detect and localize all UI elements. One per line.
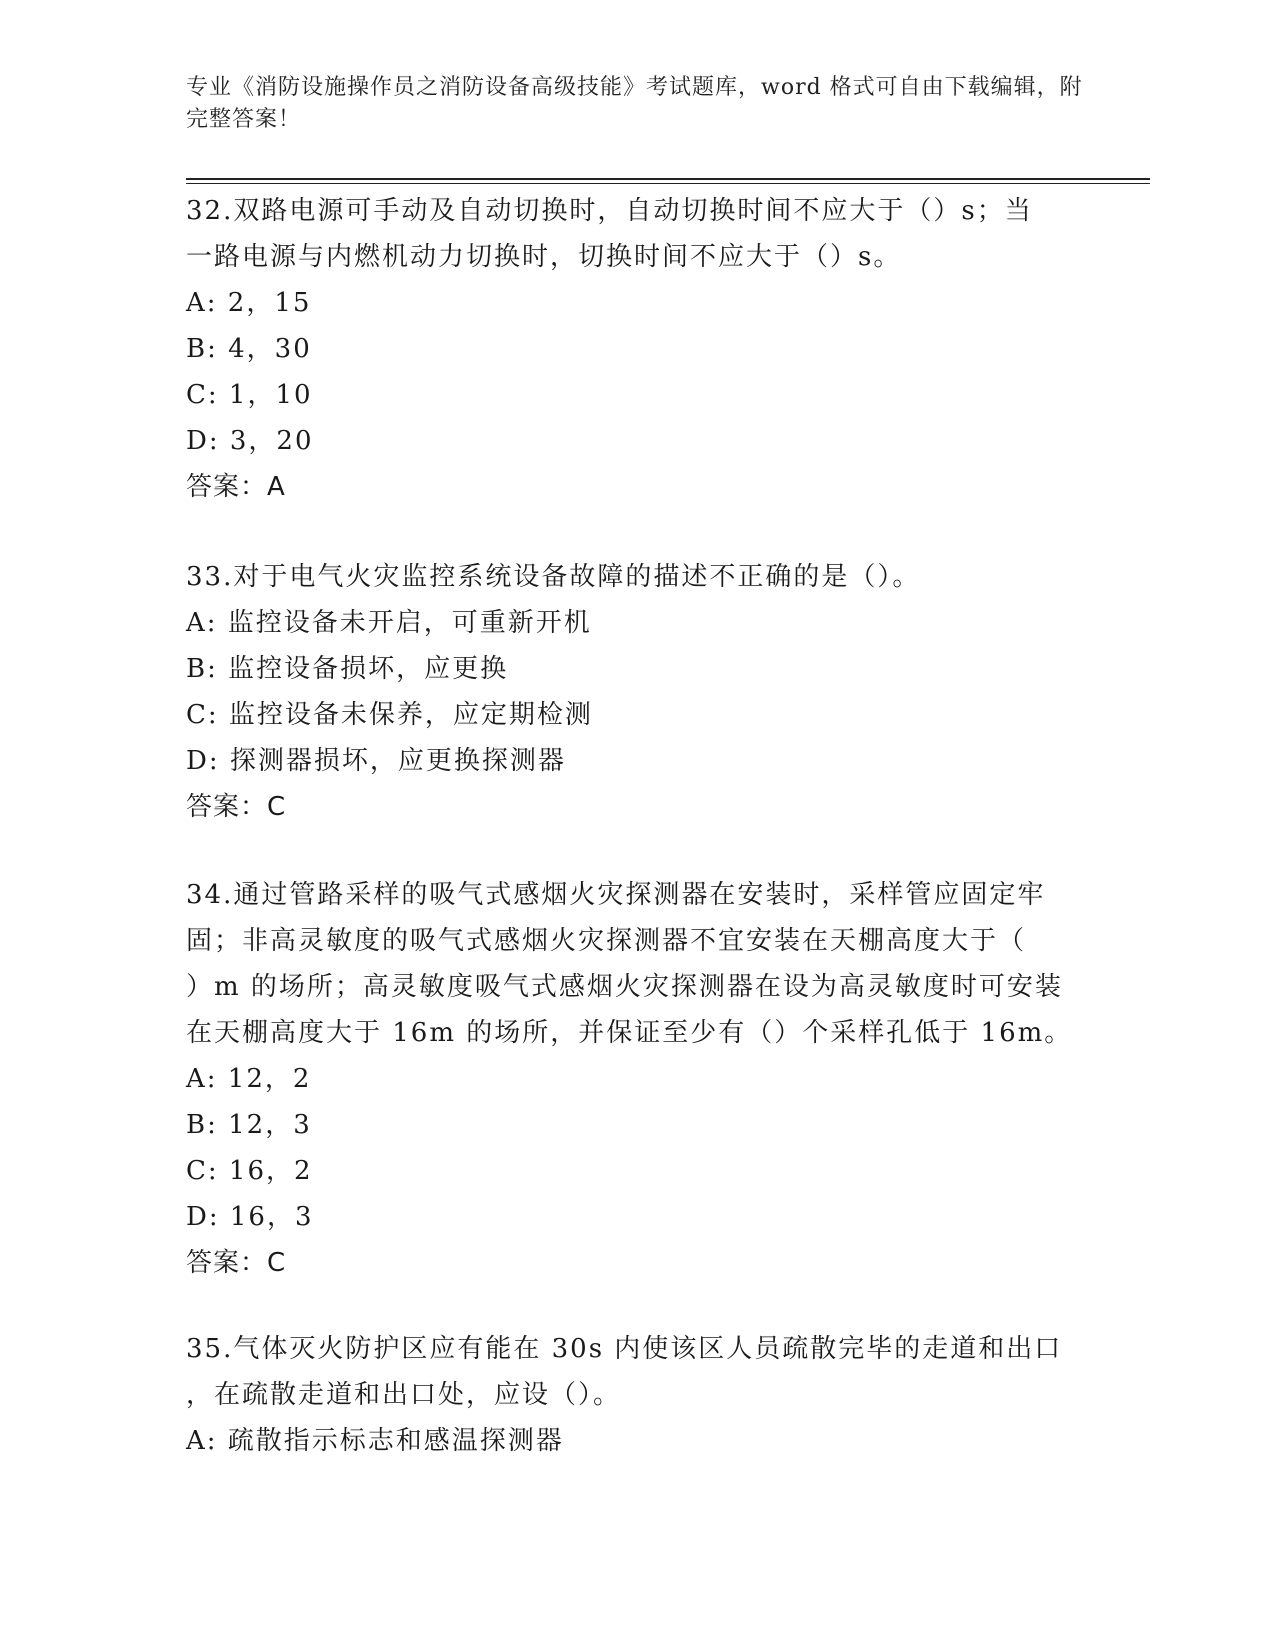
option-b: B: 4，30: [186, 334, 312, 364]
question-stem-line: 固；非高灵敏度的吸气式感烟火灾探测器不宜安装在天棚高度大于（: [186, 926, 1027, 956]
option-a: A: 监控设备未开启，可重新开机: [186, 608, 592, 638]
question-stem-line: 在天棚高度大于 16m 的场所，并保证至少有（）个采样孔低于 16m。: [186, 1018, 1073, 1048]
document-header: 专业《消防设施操作员之消防设备高级技能》考试题库，word 格式可自由下载编辑，附完整答案！: [186, 75, 1083, 132]
option-c: C: 16，2: [186, 1156, 313, 1186]
question-stem-line: 34.通过管路采样的吸气式感烟火灾探测器在安装时，采样管应固定牢: [186, 880, 1046, 910]
question-33: [186, 554, 1086, 830]
option-b: B: 监控设备损坏，应更换: [186, 654, 509, 684]
option-c: C: 监控设备未保养，应定期检测: [186, 700, 593, 730]
question-stem-line: 33.对于电气火灾监控系统设备故障的描述不正确的是（）。: [186, 562, 921, 592]
answer-line: 答案：C: [186, 1248, 287, 1278]
question-stem-line: ）m 的场所；高灵敏度吸气式感烟火灾探测器在设为高灵敏度时可安装: [186, 972, 1063, 1002]
question-stem-line: ，在疏散走道和出口处，应设（）。: [186, 1380, 622, 1410]
question-35: [186, 1326, 1086, 1464]
question-stem-line: 35.气体灭火防护区应有能在 30s 内使该区人员疏散完毕的走道和出口: [186, 1334, 1063, 1364]
question-stem-line: 一路电源与内燃机动力切换时，切换时间不应大于（）s。: [186, 242, 902, 272]
header-divider-thin: [186, 183, 1150, 184]
question-stem-line: 32.双路电源可手动及自动切换时，自动切换时间不应大于（）s；当: [186, 196, 1033, 226]
question-32: [186, 188, 1086, 510]
option-d: D: 探测器损坏，应更换探测器: [186, 746, 566, 776]
option-d: D: 3，20: [186, 426, 314, 456]
question-34: [186, 872, 1086, 1286]
header-divider-thick: [186, 178, 1150, 180]
option-a: A: 疏散指示标志和感温探测器: [186, 1426, 564, 1456]
answer-line: 答案：C: [186, 792, 287, 822]
option-b: B: 12，3: [186, 1110, 312, 1140]
option-a: A: 2，15: [186, 288, 312, 318]
option-d: D: 16，3: [186, 1202, 314, 1232]
option-a: A: 12，2: [186, 1064, 312, 1094]
option-c: C: 1，10: [186, 380, 313, 410]
answer-line: 答案：A: [186, 472, 286, 502]
